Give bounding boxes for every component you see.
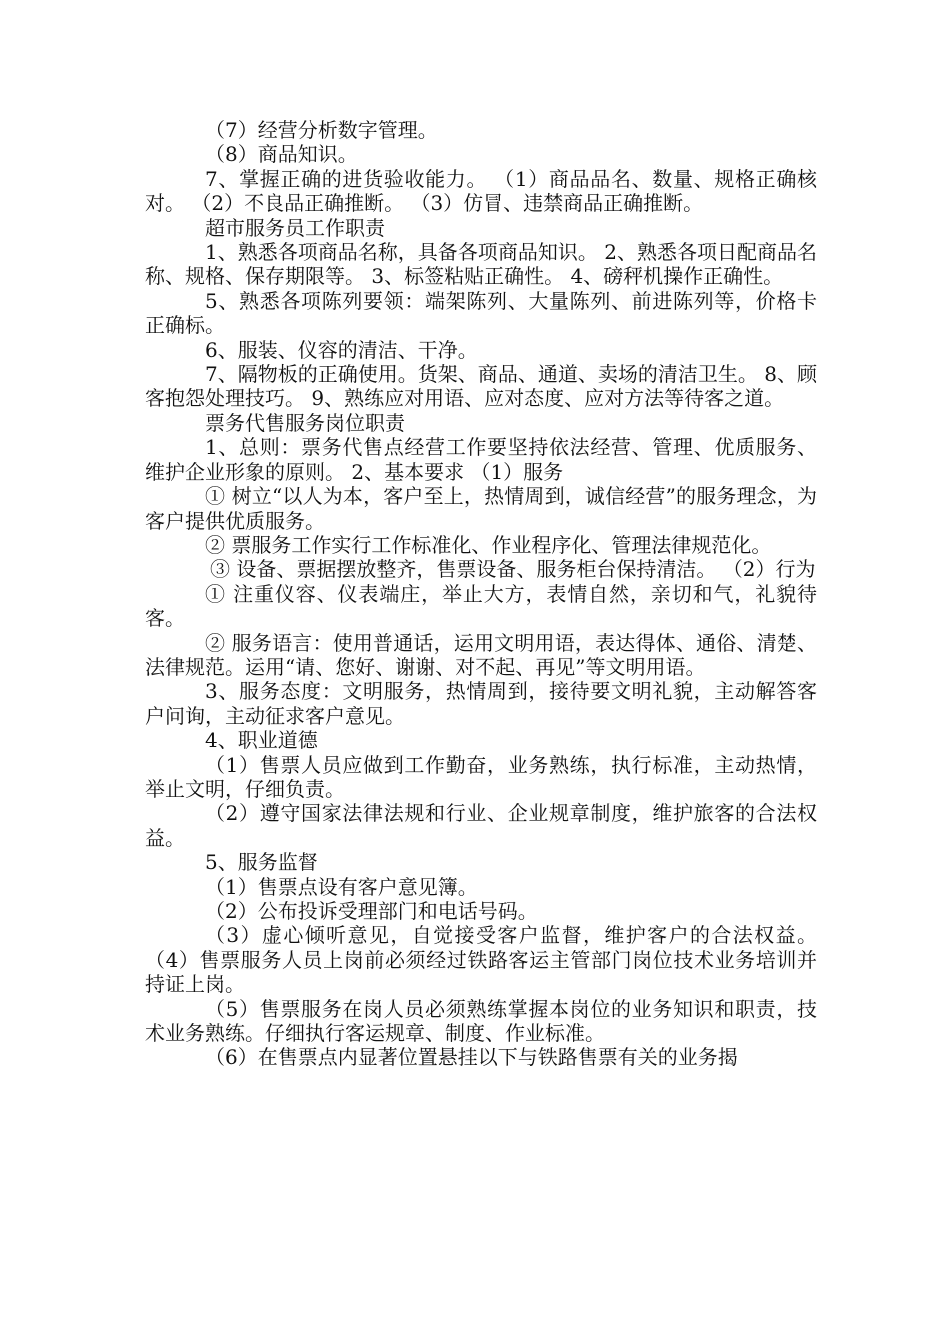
paragraph: 3、服务态度：文明服务，热情周到，接待要文明礼貌，主动解答客户问询，主动征求客户意见。 [145,679,817,728]
paragraph: 7、隔物板的正确使用。货架、商品、通道、卖场的清洁卫生。 8、顾客抱怨处理技巧。 9、熟练应对用语、应对态度、应对方法等待客之道。 [145,362,817,411]
paragraph: 1、熟悉各项商品名称，具备各项商品知识。 2、熟悉各项日配商品名称、规格、保存期限等。 3、标签粘贴正确性。 4、磅秤机操作正确性。 [145,240,817,289]
paragraph: ① 树立“以人为本，客户至上，热情周到，诚信经营”的服务理念，为客户提供优质服务。 [145,484,817,533]
paragraph: 7、掌握正确的进货验收能力。 （1）商品品名、数量、规格正确核对。 （2）不良品正确推断。 （3）仿冒、违禁商品正确推断。 [145,166,817,216]
section-heading: 超市服务员工作职责 [205,215,385,240]
paragraph: （2）遵守国家法律法规和行业、企业规章制度，维护旅客的合法权益。 [145,801,817,850]
section-heading: 票务代售服务岗位职责 [205,410,405,435]
document-body [145,118,817,1070]
paragraph: （6）在售票点内显著位置悬挂以下与铁路售票有关的业务揭 [205,1045,738,1070]
paragraph: ③ 设备、票据摆放整齐，售票设备、服务柜台保持清洁。 （2）行为 [210,557,816,582]
paragraph: （5）售票服务在岗人员必须熟练掌握本岗位的业务知识和职责，技术业务熟练。仔细执行客运规章、制度、作业标准。 [145,996,817,1046]
paragraph: （2）公布投诉受理部门和电话号码。 [205,899,538,923]
paragraph: （1）售票人员应做到工作勤奋，业务熟练，执行标准，主动热情，举止文明，仔细负责。 [145,752,817,801]
section-heading: 5、服务监督 [205,850,318,875]
paragraph: （7）经营分析数字管理。 [205,118,438,142]
paragraph: （3）虚心倾听意见，自觉接受客户监督，维护客户的合法权益。 （4）售票服务人员上岗前必须经过铁路客运主管部门岗位技术业务培训并持证上岗。 [145,923,817,997]
paragraph: ② 服务语言：使用普通话，运用文明用语，表达得体、通俗、清楚、法律规范。运用“请、您好、谢谢、对不起、再见”等文明用语。 [145,630,817,679]
paragraph: 6、服装、仪容的清洁、干净。 [205,337,478,362]
paragraph: 1、总则：票务代售点经营工作要坚持依法经营、管理、优质服务、维护企业形象的原则。 2、基本要求 （1）服务 [145,435,817,484]
paragraph: （8）商品知识。 [205,142,358,167]
section-heading: 4、职业道德 [205,728,318,753]
paragraph: ① 注重仪容、仪表端庄，举止大方，表情自然，亲切和气，礼貌待客。 [145,581,817,631]
paragraph: ② 票服务工作实行工作标准化、作业程序化、管理法律规范化。 [205,532,772,557]
paragraph: （1）售票点设有客户意见簿。 [205,874,478,899]
paragraph: 5、熟悉各项陈列要领：端架陈列、大量陈列、前进陈列等，价格卡正确标。 [145,288,817,338]
